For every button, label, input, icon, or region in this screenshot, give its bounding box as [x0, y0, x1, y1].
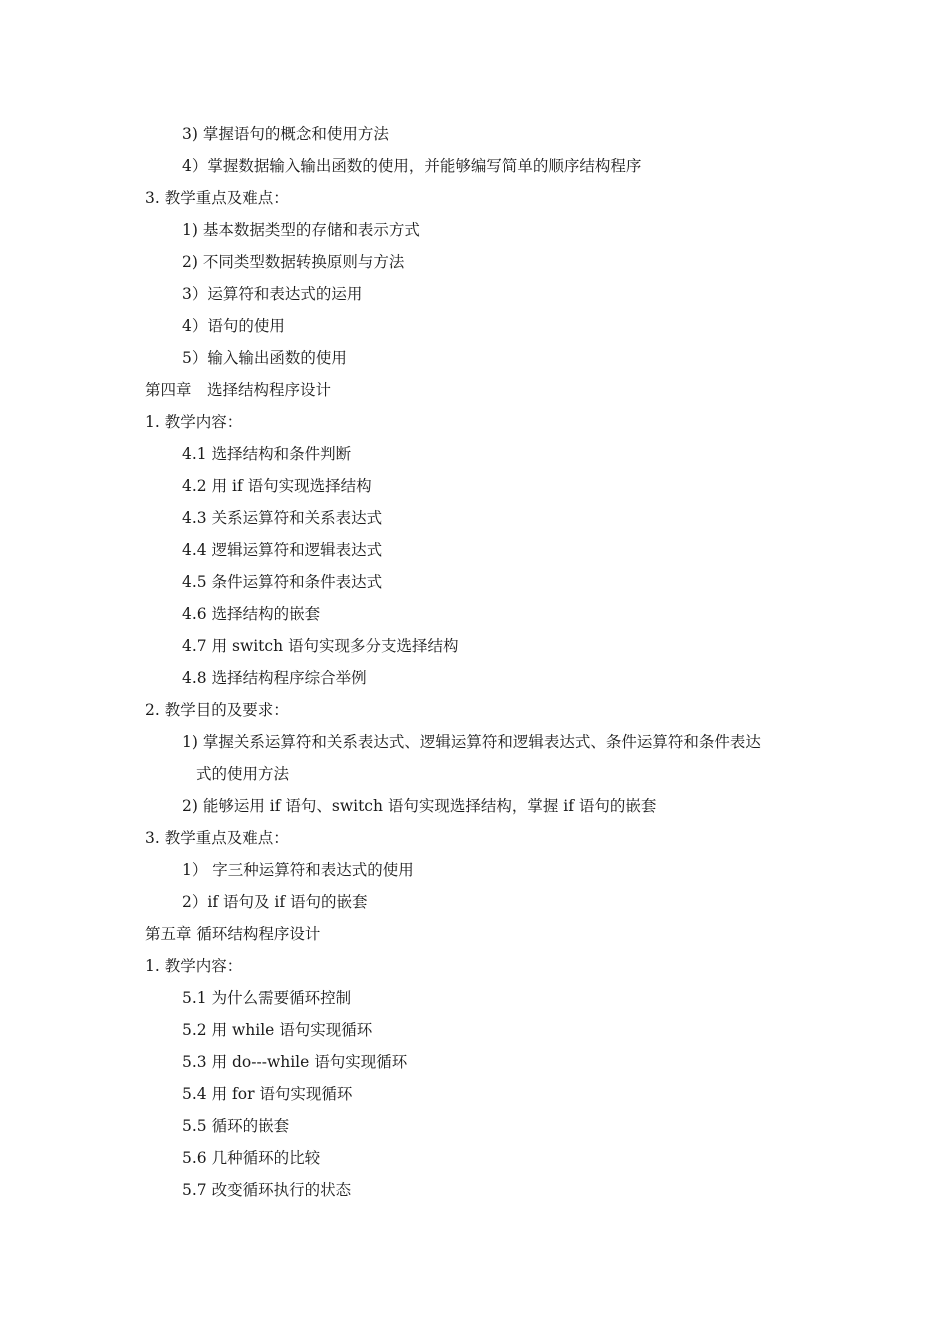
- list-item: 1） 字三种运算符和表达式的使用: [182, 861, 414, 879]
- list-item: 1) 掌握关系运算符和关系表达式、逻辑运算符和逻辑表达式、条件运算符和条件表达: [182, 733, 761, 751]
- list-item: 4.6 选择结构的嵌套: [182, 605, 321, 623]
- list-item: 5.1 为什么需要循环控制: [182, 989, 352, 1007]
- list-item: 4）语句的使用: [182, 317, 285, 335]
- list-item: 4.5 条件运算符和条件表达式: [182, 573, 383, 591]
- section-heading: 3. 教学重点及难点：: [145, 189, 289, 207]
- list-item: 4）掌握数据输入输出函数的使用，并能够编写简单的顺序结构程序: [182, 157, 642, 175]
- section-heading: 2. 教学目的及要求：: [145, 701, 289, 719]
- list-item: 4.1 选择结构和条件判断: [182, 445, 352, 463]
- list-item: 4.8 选择结构程序综合举例: [182, 669, 367, 687]
- section-heading: 3. 教学重点及难点：: [145, 829, 289, 847]
- list-item: 1) 基本数据类型的存储和表示方式: [182, 221, 420, 239]
- list-item: 4.2 用 if 语句实现选择结构: [182, 477, 372, 495]
- list-item-continuation: 式的使用方法: [196, 765, 290, 783]
- list-item: 2) 不同类型数据转换原则与方法: [182, 253, 405, 271]
- list-item: 4.3 关系运算符和关系表达式: [182, 509, 383, 527]
- list-item: 4.7 用 switch 语句实现多分支选择结构: [182, 637, 459, 655]
- section-heading: 1. 教学内容：: [145, 957, 243, 975]
- list-item: 4.4 逻辑运算符和逻辑表达式: [182, 541, 383, 559]
- document-page: [0, 118, 950, 1206]
- list-item: 5.6 几种循环的比较: [182, 1149, 321, 1167]
- list-item: 5.7 改变循环执行的状态: [182, 1181, 352, 1199]
- list-item: 3) 掌握语句的概念和使用方法: [182, 125, 389, 143]
- list-item: 5.3 用 do---while 语句实现循环: [182, 1053, 408, 1071]
- list-item: 5.2 用 while 语句实现循环: [182, 1021, 373, 1039]
- list-item: 3）运算符和表达式的运用: [182, 285, 363, 303]
- list-item: 5）输入输出函数的使用: [182, 349, 347, 367]
- chapter-title: 第四章 选择结构程序设计: [145, 381, 332, 399]
- list-item: 2）if 语句及 if 语句的嵌套: [182, 893, 368, 911]
- chapter-title: 第五章 循环结构程序设计: [145, 925, 321, 943]
- list-item: 2) 能够运用 if 语句、switch 语句实现选择结构，掌握 if 语句的嵌套: [182, 797, 657, 815]
- list-item: 5.5 循环的嵌套: [182, 1117, 290, 1135]
- section-heading: 1. 教学内容：: [145, 413, 243, 431]
- list-item: 5.4 用 for 语句实现循环: [182, 1085, 353, 1103]
